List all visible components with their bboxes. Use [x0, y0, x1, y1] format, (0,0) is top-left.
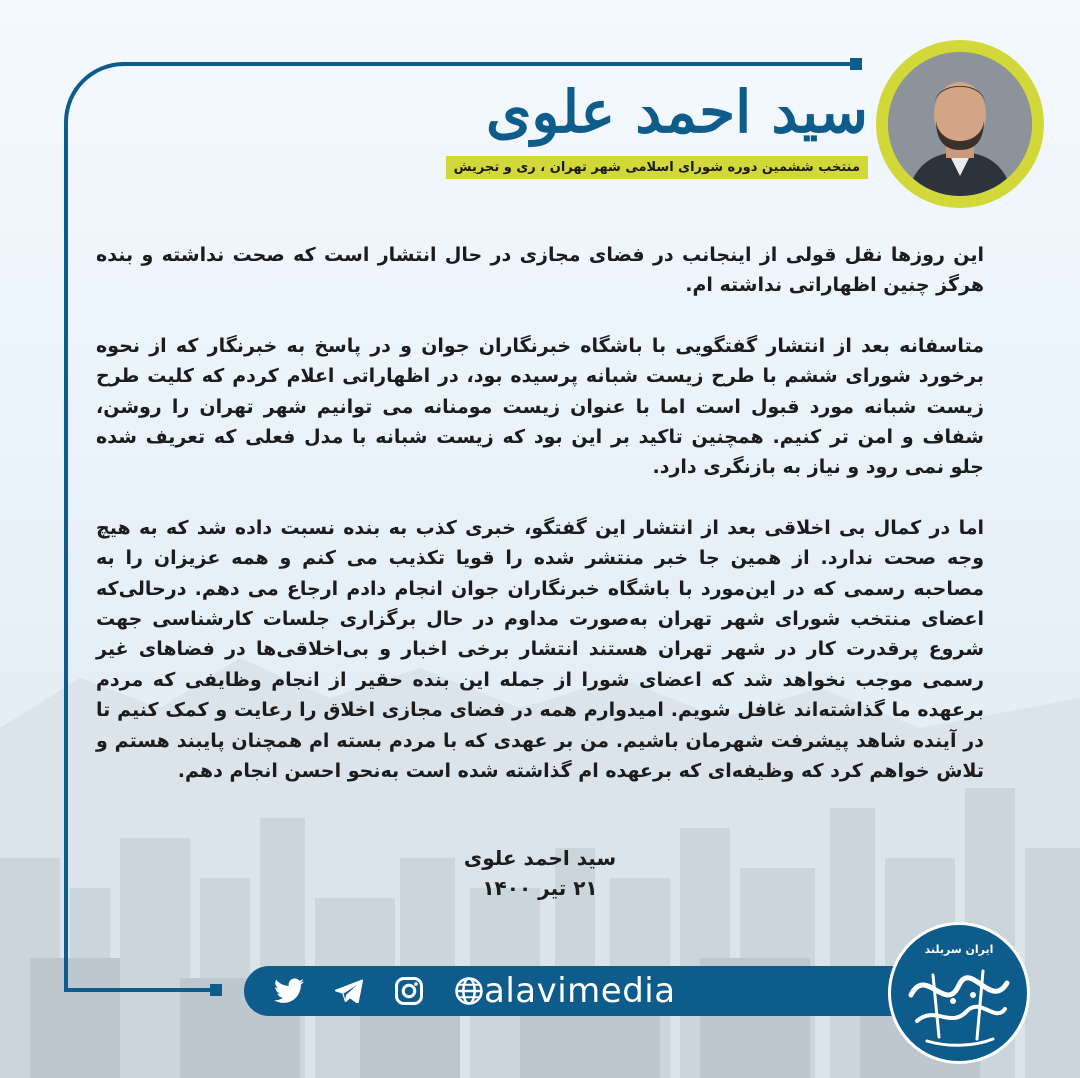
web-icon[interactable] — [452, 974, 486, 1008]
statement-paragraph: متاسفانه بعد از انتشار گفتگویی با باشگاه خبرنگاران جوان و در پاسخ به خبرنگار که از نحوه برخورد شورای ششم با طرح زیست شبانه پرسیده بود، در اظهاراتی اعلام کردم که کلیت طرح زیست شبانه مورد قبول است اما با عنوان زیست مومنانه می توانیم شهر تهران را روشن، شفاف و امن تر کنیم. همچنین تاکید بر این بود که زیست شبانه با مدل فعلی که تعریف شده جلو نمی رود و نیاز به بازنگری دارد. — [96, 334, 984, 479]
telegram-icon[interactable] — [332, 974, 366, 1008]
calligraphy-logo-icon — [891, 925, 1027, 1061]
social-links — [272, 970, 486, 1012]
social-handle[interactable]: alavimedia — [484, 971, 676, 1011]
signature-date: ۲۱ تیر ۱۴۰۰ — [482, 876, 598, 900]
signature-name: سید احمد علوی — [463, 846, 617, 870]
page-title: سید احمد علوی — [485, 78, 868, 146]
frame-border-bottom — [64, 988, 214, 992]
svg-text:ایران سربلند: ایران سربلند — [924, 943, 994, 956]
statement-body — [96, 240, 984, 817]
signature-block — [440, 844, 640, 904]
frame-corner-square — [850, 58, 862, 70]
twitter-icon[interactable] — [272, 974, 306, 1008]
brand-logo — [888, 922, 1030, 1064]
subtitle-badge: منتخب ششمین دوره شورای اسلامی شهر تهران ، ری و تجریش — [446, 156, 868, 179]
statement-paragraph: اما در کمال بی اخلاقی بعد از انتشار این گفتگو، خبری کذب به بنده نسبت داده شد که به هیچ وجه صحت ندارد. از همین جا خبر منتشر شده را قویا تکذیب می کنم و همه عزیزان را به مصاحبه رسمی که در این‌مورد با باشگاه خبرنگاران جوان انجام دادم ارجاع می دهم. درحالی‌که اعضای منتخب شورای شهر تهران به‌صورت مداوم در حال برگزاری جلسات کارشناسی جهت شروع پرقدرت کار در شهر تهران هستند انتشار برخی اخبار و بی‌اخلاقی‌ها در فضاهای غیر رسمی موجب نخواهد شد که اعضای شورا از جمله این بنده حقیر از انجام وظایفی که مردم برعهده ما گذاشته‌اند غافل شویم. امیدوارم همه در فضای مجازی اخلاق را رعایت و کمک کنیم تا در آینده شاهد پیشرفت شهرمان باشیم. من بر عهدی که با مردم بسته ام همچنان پایبند هستم و تلاش خواهم کرد که وظیفه‌ای که برعهده ام گذاشته شده است به‌نحو احسن انجام دهم. — [96, 516, 984, 783]
frame-corner-square — [210, 984, 222, 996]
avatar — [888, 52, 1032, 196]
instagram-icon[interactable] — [392, 974, 426, 1008]
statement-paragraph: این روزها نقل قولی از اینجانب در فضای مجازی در حال انتشار است که صحت نداشته و بنده هرگز چنین اظهاراتی نداشته ام. — [96, 244, 984, 297]
portrait-icon — [888, 52, 1032, 196]
